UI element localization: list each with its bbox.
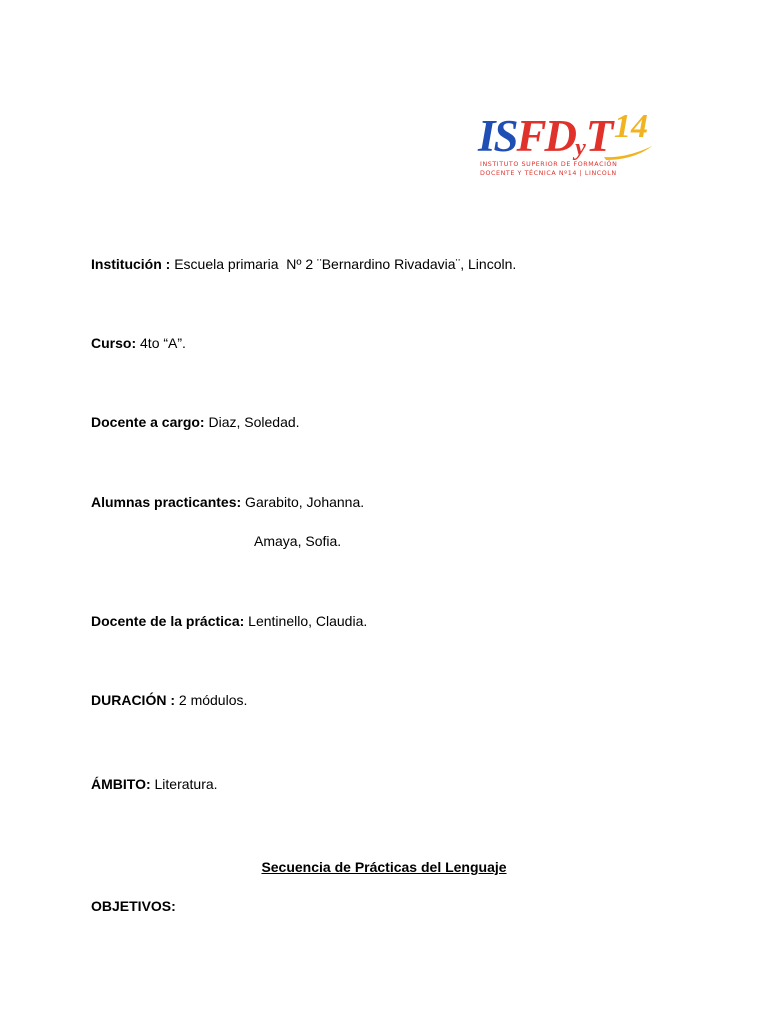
- field-alumnas: [91, 494, 364, 510]
- logo-swoosh-icon: [602, 145, 654, 161]
- value-duracion: 2 módulos.: [175, 692, 248, 708]
- field-curso: [91, 335, 186, 351]
- label-docente-practica: Docente de la práctica:: [91, 613, 245, 629]
- value-docente-practica: Lentinello, Claudia.: [244, 613, 368, 629]
- logo-number: 14: [614, 108, 648, 145]
- field-institucion: [91, 256, 516, 272]
- label-alumnas: Alumnas practicantes:: [91, 494, 242, 510]
- label-curso: Curso:: [91, 335, 137, 351]
- field-docente-cargo: [91, 414, 300, 430]
- value-institucion: Escuela primaria Nº 2 ¨Bernardino Rivadavia¨, Lincoln.: [170, 256, 517, 272]
- logo-letters-red: FD: [516, 111, 576, 161]
- logo-letter-t: T: [585, 111, 612, 161]
- logo-subtitle-line2: DOCENTE Y TÉCNICA Nº14 | LINCOLN: [480, 170, 617, 177]
- value-alumnas-second: Amaya, Sofia.: [254, 533, 342, 549]
- section-title: Secuencia de Prácticas del Lenguaje: [261, 859, 507, 875]
- logo-letter-y: y: [575, 135, 586, 161]
- value-curso: 4to “A”.: [136, 335, 186, 351]
- value-docente-cargo: Diaz, Soledad.: [204, 414, 300, 430]
- field-docente-practica: [91, 613, 367, 629]
- value-ambito: Literatura.: [150, 776, 218, 792]
- label-ambito: ÁMBITO:: [91, 776, 151, 792]
- field-ambito: [91, 776, 218, 792]
- label-duracion: DURACIÓN :: [91, 692, 175, 708]
- logo-subtitle-line1: INSTITUTO SUPERIOR DE FORMACIÓN: [480, 161, 618, 168]
- label-institucion: Institución :: [91, 256, 171, 272]
- logo-subtitle: [480, 160, 617, 178]
- logo-letters-blue: IS: [478, 111, 517, 161]
- label-docente-cargo: Docente a cargo:: [91, 414, 205, 430]
- logo-wordmark: [478, 111, 612, 161]
- institution-logo: [478, 110, 668, 182]
- objetivos-heading: OBJETIVOS:: [91, 898, 176, 914]
- field-duracion: [91, 692, 247, 708]
- value-alumnas: Garabito, Johanna.: [241, 494, 365, 510]
